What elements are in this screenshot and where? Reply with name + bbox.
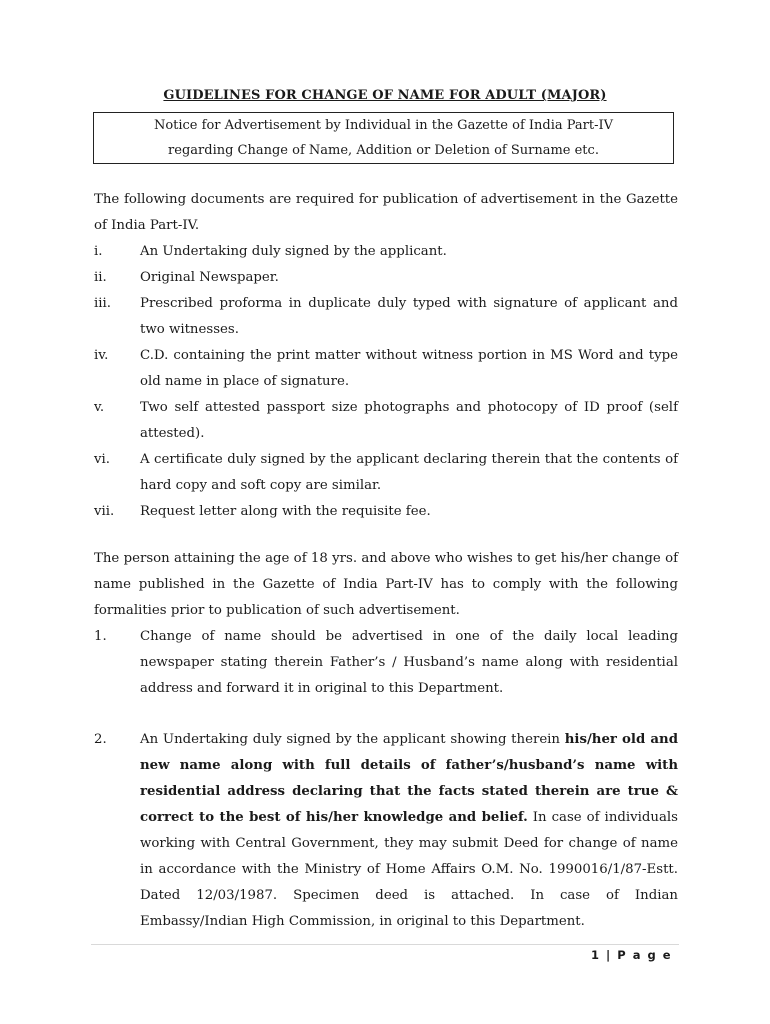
footer-divider (91, 944, 679, 945)
list-item-text-before: An Undertaking duly signed by the applicant showing therein (140, 732, 565, 747)
list-item-text: Prescribed proforma in duplicate duly typed with signature of applicant and two witnesses. (140, 296, 678, 337)
notice-line-1: Notice for Advertisement by Individual in the Gazette of India Part-IV (153, 118, 614, 133)
list-item-text: A certificate duly signed by the applicant declaring therein that the contents of hard copy and soft copy are similar. (140, 452, 678, 493)
intro-paragraph: The following documents are required for publication of advertisement in the Gazette of India Part-IV. (94, 192, 678, 233)
list-item-number: vi. (94, 452, 110, 467)
notice-box (93, 112, 674, 164)
list-item-text: Two self attested passport size photographs and photocopy of ID proof (self attested). (140, 400, 678, 441)
list-item (94, 291, 678, 343)
list-item-text: An Undertaking duly signed by the applicant. (140, 244, 447, 259)
list-item-number: iv. (94, 348, 109, 363)
list-item (94, 727, 678, 935)
formalities-intro-paragraph: The person attaining the age of 18 yrs. and above who wishes to get his/her change of name published in the Gazette of India Part-IV has to comply with the following formalities prior to publication of such advertisement. (94, 551, 678, 618)
formality-2 (94, 727, 678, 935)
notice-line-2: regarding Change of Name, Addition or Deletion of Surname etc. (168, 143, 599, 158)
list-item-number: 2. (94, 732, 107, 747)
list-item (94, 239, 678, 265)
list-item-number: vii. (94, 504, 115, 519)
list-item (94, 343, 678, 395)
list-item (94, 395, 678, 447)
list-item (94, 447, 678, 499)
list-item-number: i. (94, 244, 103, 259)
list-item-text: C.D. containing the print matter without witness portion in MS Word and type old name in place of signature. (140, 348, 678, 389)
formality-1 (94, 624, 678, 702)
list-item (94, 265, 678, 291)
list-item-text-bold: his/her old and new name along with full details of father’s/husband’s name with residential address declaring that the facts stated therein are true & correct to the best of his/her knowledge and belief. (140, 732, 678, 825)
list-item-text: Original Newspaper. (140, 270, 279, 285)
list-item (94, 499, 678, 525)
list-item-text: Change of name should be advertised in one of the daily local leading newspaper stating therein Father’s / Husband’s name along with residential address and forward it in original to this Department. (140, 629, 678, 696)
documents-list (94, 239, 678, 525)
list-item (94, 624, 678, 702)
list-item-text: Request letter along with the requisite fee. (140, 504, 431, 519)
list-item-number: iii. (94, 296, 111, 311)
list-item-number: ii. (94, 270, 107, 285)
page-title: GUIDELINES FOR CHANGE OF NAME FOR ADULT (MAJOR) (163, 88, 607, 103)
list-item-text-after: In case of individuals working with Central Government, they may submit Deed for change of name in accordance with the Ministry of Home Affairs O.M. No. 1990016/1/87-Estt. Dated 12/03/1987. Specimen deed is attached. In case of Indian Embassy/Indian High Commission, in original to this Department. (140, 810, 678, 929)
page-number: 1 | P a g e (591, 948, 672, 962)
list-item-number: v. (94, 400, 105, 415)
list-item-number: 1. (94, 629, 107, 644)
